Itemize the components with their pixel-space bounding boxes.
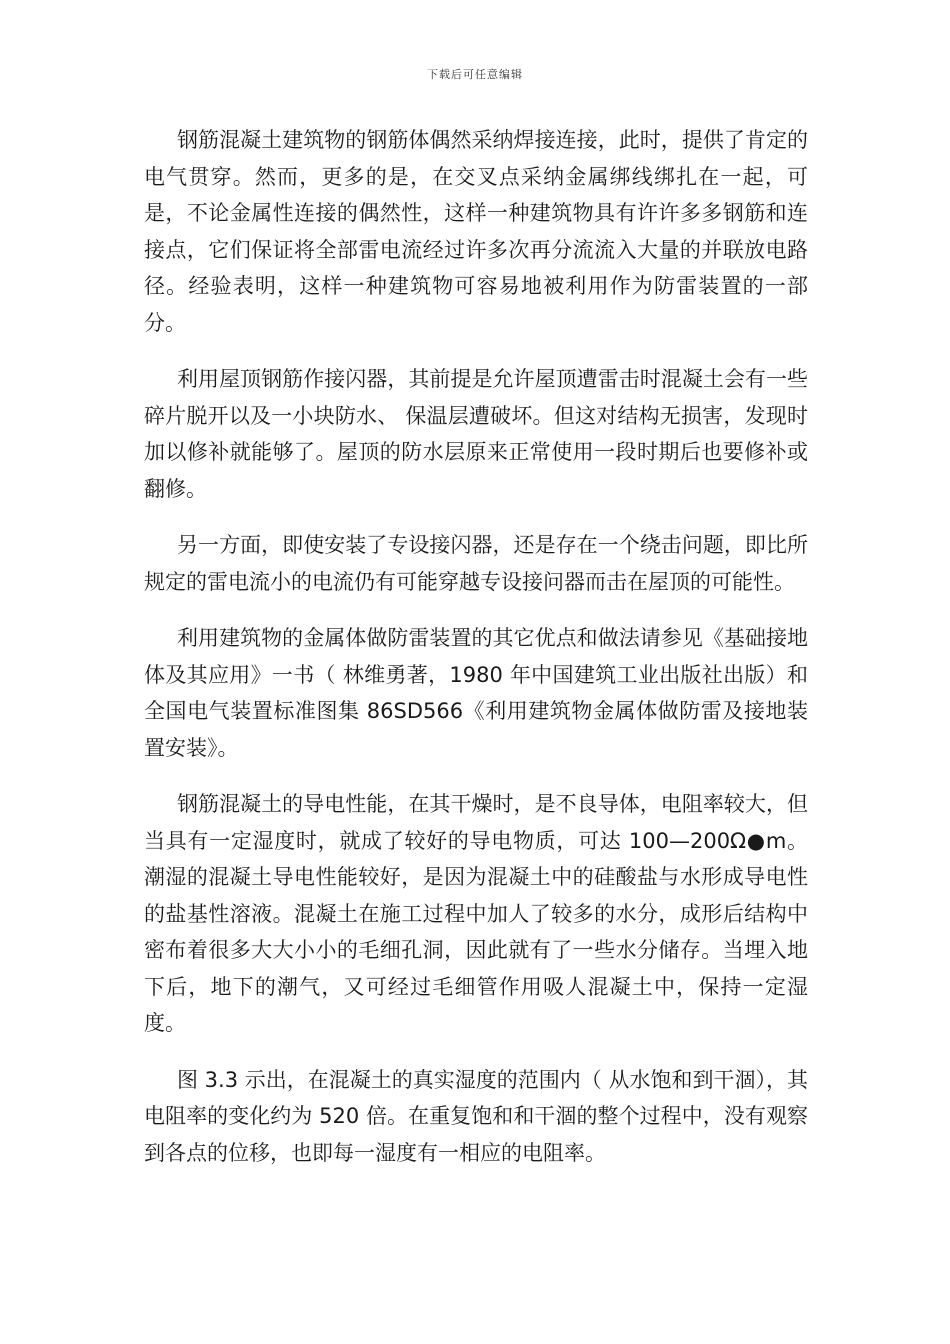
paragraph-rebar-connection: 钢筋混凝土建筑物的钢筋体偶然采纳焊接连接，此时，提供了肯定的电气贯穿。然而，更多的是，在交叉点采纳金属绑线绑扎在一起，可是，不论金属性连接的偶然性，这样一种建筑物具有许许多多钢筋和连接点，它们保证将全部雷电流经过许多次再分流流入大量的并联放电路径。经验表明，这样一种建筑物可容易地被利用作为防雷装置的一部分。: [144, 128, 808, 335]
document-body: [144, 122, 808, 1191]
paragraph-concrete-conductivity: 钢筋混凝土的导电性能，在其干燥时，是不良导体，电阻率较大，但当具有一定湿度时，就成了较好的导电物质，可达 100—200Ω●m。潮湿的混凝土导电性能较好，是因为混凝土中的硅酸盐与水形成导电性的盐基性溶液。混凝土在施工过程中加人了较多的水分，成形后结构中密布着很多大大小小的毛细孔洞，因此就有了一些水分储存。当埋入地下后，地下的潮气，又可经过毛细管作用吸人混凝土中，保持一定湿度。: [144, 792, 808, 1035]
paragraph-references: 利用建筑物的金属体做防雷装置的其它优点和做法请参见《基础接地体及其应用》一书（ 林维勇著，1980 年中国建筑工业出版社出版）和全国电气装置标准图集 86SD566《利用建筑物金属体做防雷及接地装置安装》。: [144, 626, 808, 760]
paragraph-roof-air-terminal: 利用屋顶钢筋作接闪器，其前提是允许屋顶遭雷击时混凝土会有一些碎片脱开以及一小块防水、 保温层遭破坏。但这对结构无损害，发现时加以修补就能够了。屋顶的防水层原来正常使用一段时期后也要修补或翻修。: [144, 367, 808, 501]
paragraph-side-strike: 另一方面，即使安装了专设接闪器，还是存在一个绕击问题，即比所规定的雷电流小的电流仍有可能穿越专设接问器而击在屋顶的可能性。: [144, 533, 808, 594]
page-header-note: 下载后可任意编辑: [427, 68, 523, 81]
paragraph-resistivity-figure: 图 3.3 示出，在混凝土的真实湿度的范围内（ 从水饱和到干涸），其电阻率的变化约为 520 倍。在重复饱和和干涸的整个过程中，没有观察到各点的位移，也即每一湿度有一相应的电阻率。: [144, 1067, 808, 1165]
